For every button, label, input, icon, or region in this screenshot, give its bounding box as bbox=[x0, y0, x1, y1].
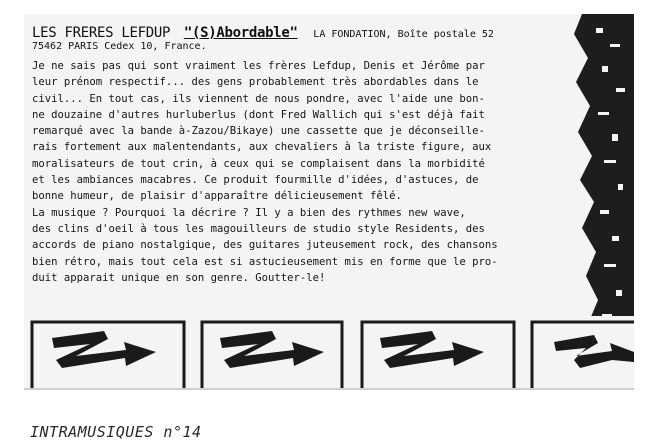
review-line: civil... En tout cas, ils viennent de nous pondre, avec l'aide une bon- bbox=[32, 92, 485, 105]
artist-name: LES FRERES LEFDUP bbox=[32, 25, 171, 41]
review-line: remarqué avec la bande à-Zazou/Bikaye) une cassette que je déconseille- bbox=[32, 125, 485, 138]
review-line: duit apparait unique en son genre. Goutter-le! bbox=[32, 271, 326, 284]
header-line bbox=[32, 22, 494, 41]
review-line: des clins d'oeil à tous les magouilleurs de studio style Residents, des bbox=[32, 222, 485, 235]
review-line: et les ambiances macabres. Ce produit fourmille d'idées, d'astuces, de bbox=[32, 174, 479, 187]
review-line: bonne humeur, de plaisir d'apparaître délicieusement fêlé. bbox=[32, 190, 402, 203]
logo-strip bbox=[24, 316, 634, 390]
label-address: LA FONDATION, Boîte postale 52 bbox=[313, 29, 494, 40]
review-line: ne douzaine d'autres hurluberlus (dont Fred Wallich qui s'est déjà fait bbox=[32, 108, 485, 121]
review-line: bien rétro, mais tout cela est si astucieusement mis en forme que le pro- bbox=[32, 255, 498, 268]
review-line: rais fortement aux malentendants, aux chevaliers à la triste figure, aux bbox=[32, 141, 492, 154]
review-clipping bbox=[24, 14, 634, 390]
review-line: Je ne sais pas qui sont vraiment les frères Lefdup, Denis et Jérôme par bbox=[32, 60, 485, 72]
label-address-city: 75462 PARIS Cedex 10, France. bbox=[32, 41, 207, 52]
review-line: moralisateurs de tout crin, à ceux qui se complaisent dans la morbidité bbox=[32, 157, 485, 170]
review-text bbox=[32, 58, 560, 286]
review-line: La musique ? Pourquoi la décrire ? Il y a bien des rythmes new wave, bbox=[32, 206, 466, 219]
source-caption: INTRAMUSIQUES n°14 bbox=[30, 423, 202, 441]
album-title: "(S)Abordable" bbox=[183, 25, 298, 41]
review-line: leur prénom respectif... des gens probablement très abordables dans le bbox=[32, 76, 479, 89]
review-line: accords de piano nostalgique, des guitares juteusement rock, des chansons bbox=[32, 239, 498, 252]
